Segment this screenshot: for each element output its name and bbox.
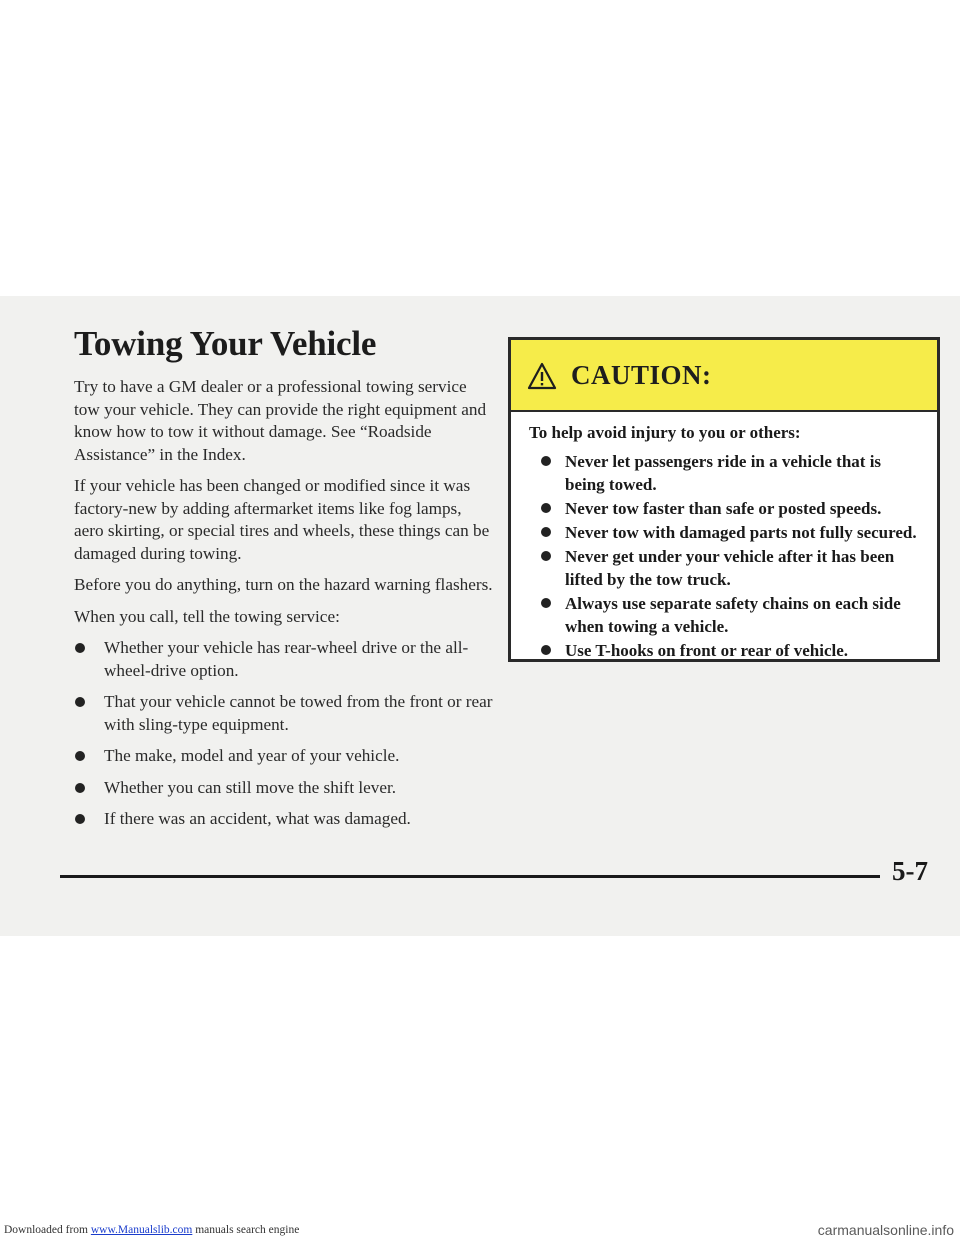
caution-item-text: Never tow with damaged parts not fully secured. xyxy=(565,523,917,542)
download-note-prefix: Downloaded from xyxy=(4,1224,91,1236)
list-item xyxy=(74,808,494,831)
paragraph-intro: Try to have a GM dealer or a professional towing service tow your vehicle. They can provide the right equipment and know how to tow it without damage. See “Roadside Assistance” in the Index. xyxy=(74,377,487,464)
bullet-icon xyxy=(75,783,85,793)
caution-title: CAUTION: xyxy=(571,359,712,390)
list-item-text: If there was an accident, what was damaged. xyxy=(104,809,411,828)
paragraph-modifications: If your vehicle has been changed or modified since it was factory-new by adding aftermarket items like fog lamps, aero skirting, or special tires and wheels, these things can be damaged during towing. xyxy=(74,476,490,563)
caution-list xyxy=(529,450,923,662)
caution-item xyxy=(529,450,923,496)
caution-item-text: Never let passengers ride in a vehicle that is being towed. xyxy=(565,452,882,494)
towing-info-list xyxy=(74,637,494,831)
bullet-icon xyxy=(75,751,85,761)
bullet-icon xyxy=(75,697,85,707)
bullet-icon xyxy=(75,643,85,653)
caution-item-text: Never tow faster than safe or posted speeds. xyxy=(565,499,882,518)
manualslib-link[interactable]: www.Manualslib.com xyxy=(90,1224,193,1236)
bullet-icon xyxy=(75,814,85,824)
caution-body xyxy=(511,412,937,662)
paragraph-call: When you call, tell the towing service: xyxy=(74,606,340,626)
caution-item xyxy=(529,497,923,520)
page-number: 5-7 xyxy=(892,856,928,886)
caution-item xyxy=(529,545,923,591)
bullet-icon xyxy=(541,527,551,537)
caution-header xyxy=(511,340,937,412)
warning-triangle-icon xyxy=(527,362,557,390)
list-item-text: The make, model and year of your vehicle. xyxy=(104,746,400,765)
bullet-icon xyxy=(541,598,551,608)
bullet-icon xyxy=(541,503,551,513)
watermark-logo: carmanualsonline.info xyxy=(817,1222,954,1238)
list-item xyxy=(74,777,494,800)
footer-rule xyxy=(60,875,880,878)
bullet-icon xyxy=(541,551,551,561)
towing-section xyxy=(74,324,494,840)
caution-item-text: Use T-hooks on front or rear of vehicle. xyxy=(565,641,849,660)
list-item-text: Whether you can still move the shift lever. xyxy=(104,777,397,797)
list-item xyxy=(74,691,494,736)
list-item xyxy=(74,637,494,682)
caution-box xyxy=(508,337,940,662)
list-item-text: That your vehicle cannot be towed from the front or rear with sling-type equipment. xyxy=(104,692,493,734)
caution-intro: To help avoid injury to you or others: xyxy=(529,423,801,442)
caution-item xyxy=(529,521,923,544)
list-item-text: Whether your vehicle has rear-wheel drive or the all-wheel-drive option. xyxy=(104,638,469,680)
caution-item xyxy=(529,592,923,638)
section-title: Towing Your Vehicle xyxy=(74,324,377,363)
caution-item-text: Never get under your vehicle after it has been lifted by the tow truck. xyxy=(565,547,895,589)
paragraph-hazard: Before you do anything, turn on the hazard warning flashers. xyxy=(74,575,493,594)
bullet-icon xyxy=(541,456,551,466)
bullet-icon xyxy=(541,645,551,655)
download-note xyxy=(4,1224,299,1236)
download-note-suffix: manuals search engine xyxy=(192,1224,300,1236)
caution-item-text: Always use separate safety chains on each side when towing a vehicle. xyxy=(565,594,901,636)
list-item xyxy=(74,745,494,768)
caution-item xyxy=(529,639,923,662)
